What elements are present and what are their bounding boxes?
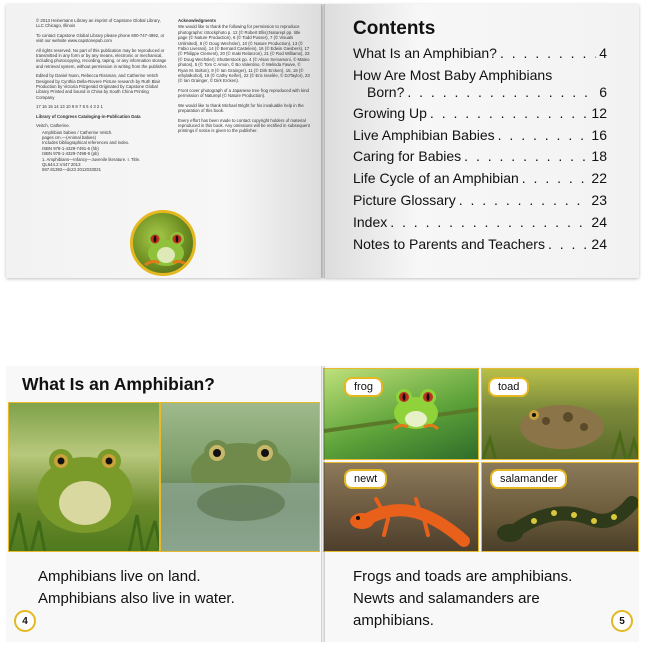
cip-heading: Library of Congress Cataloging-in-Publication Data xyxy=(36,113,141,119)
cip-line: ISBN 978-1-4329-7498-9 (pb) xyxy=(42,151,99,157)
page-number-badge: 4 xyxy=(14,610,36,632)
copyright-printing-line: 17 16 15 14 13 10 9 8 7 6 5 4 3 2 1 xyxy=(36,104,103,110)
toc-entry[interactable] xyxy=(353,127,607,149)
bottom-book-spread xyxy=(6,366,639,642)
newt-photo xyxy=(323,462,479,552)
toc-entry-label: Picture Glossary xyxy=(353,191,456,208)
toc-entry[interactable] xyxy=(353,192,607,214)
toc-entry-page: 12 xyxy=(591,104,607,121)
toc-entry-label: Index xyxy=(353,213,388,230)
toc-entry-label: Life Cycle of an Amphibian xyxy=(353,170,519,187)
toc-entry-page: 4 xyxy=(599,45,607,61)
toc-entry-label: Notes to Parents and Teachers xyxy=(353,235,545,252)
toc-entry-label: Caring for Babies xyxy=(353,148,462,165)
copyright-column-left xyxy=(36,18,168,173)
toc-leader-dots xyxy=(390,214,588,230)
page-heading: What Is an Amphibian? xyxy=(22,374,215,394)
toc-leader-dots xyxy=(407,84,596,100)
book-gutter xyxy=(321,366,325,642)
toc-entry-page: 18 xyxy=(591,148,607,165)
contents-page xyxy=(323,4,639,278)
toc-entry[interactable] xyxy=(353,105,607,127)
toc-leader-dots xyxy=(459,192,589,208)
toad-photo xyxy=(481,368,639,460)
cip-line: 1. Amphibians—Infancy—Juvenile literature. I. Title. xyxy=(42,156,141,162)
toc-entry-label: Live Amphibian Babies xyxy=(353,126,495,143)
acknowledgments-photos: We would like to thank the following for permission to reproduce photographs: iStockphoto p. 12 (© Robert Ellis);Naturepl pp. title page (© Nature Production), 6 (© Todd Pusser), 7 (© Visuals Unlimited), 8 (© Doug Wechsler), 10 (© Nature Production), 13 (© Fabio Liverani), 14 (© Bernard Castelein), 16 (© Edwin Giesbers), 17 (© Philippe Clement), 20 (© Inaki Relanzon), 21 (© Rod Williams), 23 (© Doug Wechsler); Shutterstock pp. 4 (© Alsan Servamoni, © Mateo photos), 5 (© Tom C Amon, © Bo Valentino, © Melinda Fawve, © Ryan M. Bolton), 9 (© Ian Grainger), 11 (© Dirk Ercken), 15, 18 (© ethylalkohol), 19 (© Cathy Keifer), 22 (© Eric Isselée, © DJTaylor), 23 (© Ian Grainger, © Dirk Ercken). xyxy=(178,24,310,84)
toc-leader-dots xyxy=(498,127,589,143)
copyright-rights: All rights reserved. No part of this publication may be reproduced or transmitted in any form or by any means, electronic or mechanical, including photocopying, recording, taping, or any information storage and retrieval system, without permission in writing from the publisher. xyxy=(36,47,168,69)
copyright-page xyxy=(6,4,322,278)
page-5-caption xyxy=(353,566,623,632)
table-of-contents xyxy=(353,45,607,257)
caption-line: Newts and salamanders are xyxy=(353,590,540,607)
salamander-label: salamander xyxy=(490,469,567,489)
copyright-credits: Edited by Daniel Nunn, Rebecca Rissman, and Catherine Veitch Designed by Cynthia Della-Rovere Picture research by Ruth Blair Production by Victoria Fitzgerald Originated by Capstone Global Library Printed and bound in China by South China Printing Company xyxy=(36,73,161,100)
newt-label: newt xyxy=(344,469,387,489)
toc-entry[interactable] xyxy=(353,214,607,236)
toc-leader-dots xyxy=(522,170,589,186)
caption-line: Amphibians live on land. xyxy=(38,568,201,585)
toc-leader-dots xyxy=(464,148,588,164)
frog-on-land-photo xyxy=(8,402,160,552)
copyright-publisher: © 2013 Heinemann Library an imprint of Capstone Global Library, LLC Chicago, Illinois xyxy=(36,18,161,29)
cip-line: pages cm.—(Animal babies) xyxy=(42,134,96,140)
caption-line: amphibians. xyxy=(353,612,434,629)
toc-entry-label: Growing Up xyxy=(353,104,427,121)
toc-leader-dots xyxy=(548,236,588,252)
cip-line: 597.81392—dc23 2012033021 xyxy=(42,167,102,173)
frog-photo xyxy=(323,368,479,460)
toc-entry[interactable] xyxy=(353,236,607,258)
toc-entry[interactable] xyxy=(353,45,607,67)
top-book-spread xyxy=(6,4,639,278)
frog-label: frog xyxy=(344,377,383,397)
cip-author: Veitch, Catherine. xyxy=(36,123,70,129)
toc-leader-dots xyxy=(430,105,589,121)
frog-medallion-image xyxy=(130,210,196,276)
page-4 xyxy=(6,366,322,642)
acknowledgments-thanks: We would like to thank Michael Bright for his invaluable help in the preparation of this book. xyxy=(178,102,304,114)
caption-line: Amphibians also live in water. xyxy=(38,590,235,607)
acknowledgments-heading: Acknowledgments xyxy=(178,18,216,23)
toc-leader-dots xyxy=(500,45,596,61)
toc-entry-page: 22 xyxy=(591,170,607,187)
caption-line: Frogs and toads are amphibians. xyxy=(353,568,573,585)
toc-entry-page: 6 xyxy=(599,83,607,100)
toc-entry-page: 24 xyxy=(591,213,607,230)
toc-entry-page: 16 xyxy=(591,126,607,143)
page-4-caption xyxy=(38,566,298,610)
page-5 xyxy=(323,366,639,642)
copyright-column-right xyxy=(178,18,310,138)
frog-in-water-photo xyxy=(160,402,320,552)
copyright-contact: To contact Capstone Global Library please phone 800-747-4992, or visit our website www.capstonepub.com xyxy=(36,32,165,44)
toc-entry[interactable] xyxy=(353,148,607,170)
toc-entry-label-continued: Born? xyxy=(367,83,405,100)
toc-entry-label: What Is an Amphibian? xyxy=(353,45,497,61)
toc-entry-page: 23 xyxy=(591,191,607,208)
acknowledgments-cover: Front cover photograph of a Japanese tree frog reproduced with kind permission of Naturepl (© Nature Production). xyxy=(178,87,309,99)
salamander-photo xyxy=(481,462,639,552)
cip-line: QL644.2.V447 2013 xyxy=(42,161,81,167)
toad-label: toad xyxy=(488,377,529,397)
cip-line: Includes bibliographical references and index. xyxy=(42,140,130,146)
toc-entry[interactable] xyxy=(353,170,607,192)
cip-line: ISBN 978-1-4329-7491-6 (hb) xyxy=(42,145,99,151)
acknowledgments-notice: Every effort has been made to contact copyright holders of material reproduced in this book. Any omissions will be rectified in subsequent printings if notice is given to the publisher. xyxy=(178,117,310,134)
book-gutter xyxy=(321,4,325,278)
toc-entry-label: How Are Most Baby Amphibians xyxy=(353,66,553,83)
toc-entry[interactable] xyxy=(353,67,607,105)
page-number-badge: 5 xyxy=(611,610,633,632)
toc-entry-page: 24 xyxy=(591,235,607,252)
cip-line: Amphibian babies / Catherine Veitch. xyxy=(42,129,113,135)
contents-title: Contents xyxy=(353,18,436,39)
